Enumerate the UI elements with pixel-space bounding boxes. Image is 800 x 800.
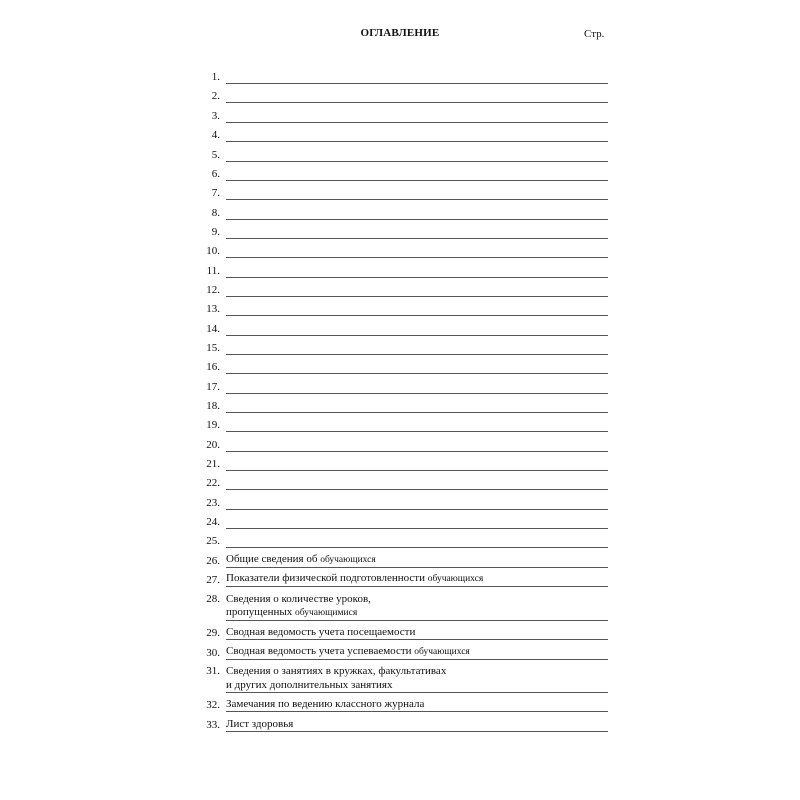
row-number: 11. — [206, 265, 220, 277]
fill-line — [226, 393, 608, 394]
toc-row — [196, 342, 608, 355]
row-label-line1: Сведения о занятиях в кружках, факультативах — [226, 665, 447, 677]
toc-row-health-sheet — [196, 719, 608, 732]
row-label — [226, 645, 473, 659]
toc-row — [196, 439, 608, 452]
fill-line — [226, 659, 608, 660]
row-number: 16. — [206, 361, 220, 373]
fill-line — [226, 620, 608, 621]
row-label — [226, 679, 396, 692]
row-number: 19. — [206, 419, 220, 431]
fill-line — [226, 102, 608, 103]
toc-row-missed-lessons — [196, 593, 608, 621]
fill-line — [226, 692, 608, 693]
row-number: 4. — [211, 129, 220, 141]
row-number: 32. — [206, 699, 220, 711]
row-label — [226, 572, 486, 586]
fill-line — [226, 141, 608, 142]
page-title: ОГЛАВЛЕНИЕ — [360, 27, 440, 39]
fill-line — [226, 586, 608, 587]
fill-line — [226, 354, 608, 355]
fill-line — [226, 412, 608, 413]
fill-line — [226, 122, 608, 123]
fill-line — [226, 639, 608, 640]
toc-row — [196, 535, 608, 548]
row-label-main: и других дополнительных занятиях — [226, 679, 393, 691]
row-label-main: Общие сведения об — [226, 553, 318, 565]
row-number: 21. — [206, 458, 220, 470]
toc-row-progress — [196, 647, 608, 660]
fill-line — [226, 161, 608, 162]
toc-row-journal-remarks — [196, 699, 608, 712]
row-number: 31. — [206, 665, 220, 677]
page-column-header: Стр. — [584, 28, 605, 40]
fill-line — [226, 509, 608, 510]
row-label — [226, 553, 379, 567]
toc-row — [196, 497, 608, 510]
toc-row — [196, 110, 608, 123]
toc-row — [196, 168, 608, 181]
row-number: 10. — [206, 245, 220, 257]
row-number: 28. — [206, 593, 220, 605]
row-number: 14. — [206, 323, 220, 335]
fill-line — [226, 528, 608, 529]
row-number: 2. — [211, 90, 220, 102]
row-label-small: обучающимися — [295, 608, 358, 618]
fill-line — [226, 731, 608, 732]
row-label-main: Сводная ведомость учета посещаемости — [226, 626, 416, 638]
toc-row-attendance — [196, 627, 608, 640]
row-number: 5. — [211, 149, 220, 161]
row-number: 29. — [206, 627, 220, 639]
toc-row — [196, 187, 608, 200]
toc-row — [196, 71, 608, 84]
fill-line — [226, 335, 608, 336]
row-number: 1. — [211, 71, 220, 83]
row-number: 23. — [206, 497, 220, 509]
fill-line — [226, 711, 608, 712]
row-number: 20. — [206, 439, 220, 451]
row-number: 9. — [211, 226, 220, 238]
fill-line — [226, 431, 608, 432]
toc-row — [196, 129, 608, 142]
row-number: 33. — [206, 719, 220, 731]
toc-row — [196, 516, 608, 529]
toc-row — [196, 90, 608, 103]
row-number: 13. — [206, 303, 220, 315]
fill-line — [226, 489, 608, 490]
toc-row — [196, 381, 608, 394]
row-label-main: Показатели физической подготовленности — [226, 572, 425, 584]
fill-line — [226, 83, 608, 84]
row-number: 15. — [206, 342, 220, 354]
fill-line — [226, 567, 608, 568]
toc-row — [196, 361, 608, 374]
row-label — [226, 718, 296, 731]
toc-row — [196, 265, 608, 278]
row-number: 18. — [206, 400, 220, 412]
row-label-small: обучающихся — [427, 574, 484, 584]
fill-line — [226, 257, 608, 258]
toc-row — [196, 284, 608, 297]
fill-line — [226, 277, 608, 278]
fill-line — [226, 296, 608, 297]
fill-line — [226, 315, 608, 316]
row-number: 26. — [206, 555, 220, 567]
toc-row — [196, 226, 608, 239]
fill-line — [226, 451, 608, 452]
toc-row — [196, 458, 608, 471]
row-number: 3. — [211, 110, 220, 122]
row-label-small: обучающихся — [320, 555, 376, 565]
row-label-small: обучающихся — [414, 647, 470, 657]
row-label-main: Сводная ведомость учета успеваемости — [226, 645, 412, 657]
toc-row-physical-fitness — [196, 574, 608, 587]
fill-line — [226, 180, 608, 181]
fill-line — [226, 547, 608, 548]
row-number: 25. — [206, 535, 220, 547]
fill-line — [226, 199, 608, 200]
row-number: 24. — [206, 516, 220, 528]
row-number: 22. — [206, 477, 220, 489]
fill-line — [226, 373, 608, 374]
row-number: 6. — [211, 168, 220, 180]
toc-row — [196, 419, 608, 432]
row-label-line1: Сведения о количестве уроков, — [226, 593, 371, 605]
toc-row — [196, 477, 608, 490]
row-label — [226, 698, 427, 711]
toc-row — [196, 303, 608, 316]
toc-row — [196, 149, 608, 162]
row-number: 17. — [206, 381, 220, 393]
fill-line — [226, 470, 608, 471]
row-label — [226, 606, 360, 620]
row-number: 27. — [206, 574, 220, 586]
toc-row — [196, 400, 608, 413]
row-label-main: Лист здоровья — [226, 718, 294, 730]
toc-row — [196, 207, 608, 220]
row-number: 12. — [206, 284, 220, 296]
row-label-main: Замечания по ведению классного журнала — [226, 698, 425, 710]
toc-row — [196, 245, 608, 258]
toc-row — [196, 323, 608, 336]
fill-line — [226, 219, 608, 220]
toc-row-general-info — [196, 555, 608, 568]
row-label — [226, 626, 418, 639]
row-number: 30. — [206, 647, 220, 659]
row-number: 8. — [211, 207, 220, 219]
row-number: 7. — [211, 187, 220, 199]
row-label-main: пропущенных — [226, 606, 293, 618]
toc-row-extracurricular — [196, 665, 608, 693]
fill-line — [226, 238, 608, 239]
